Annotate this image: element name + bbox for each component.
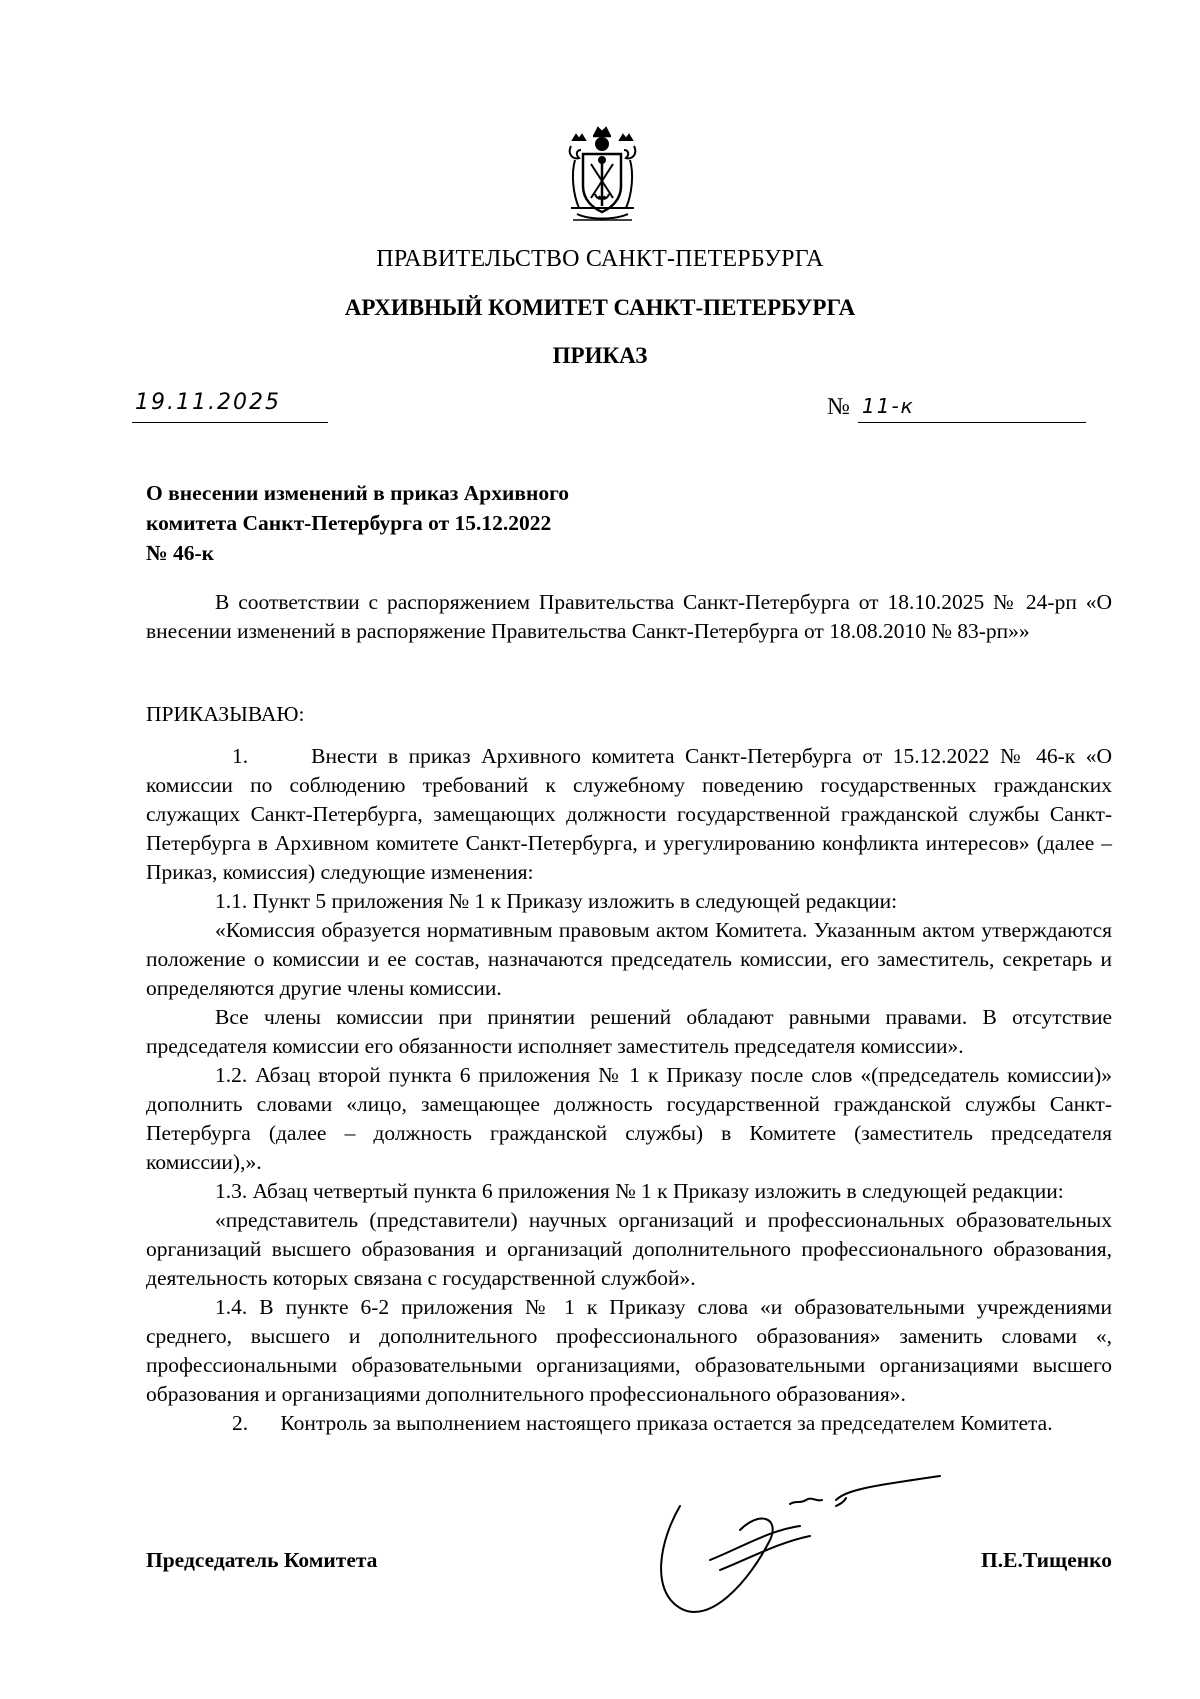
subject-line: комитета Санкт-Петербурга от 15.12.2022 [146,511,552,535]
preamble-block [146,588,1112,646]
order-number: 11-к [862,394,915,418]
subject-line: № 46-к [146,541,215,565]
date-underline [132,422,328,423]
order-date: 19.11.2025 [135,390,281,415]
order-number-label: № [827,394,850,420]
order-subject [146,478,706,568]
paragraph-item-2: 2. Контроль за выполнением настоящего приказа остается за председателем Комитета. [232,1411,1053,1435]
paragraph-item-1: 1. Внести в приказ Архивного комитета Санкт-Петербурга от 15.12.2022 № 46-к «О комиссии по соблюдению требований к служебному поведению государственных гражданских служащих Санкт-Петербурга, замещающих должности государственной гражданской службы Санкт-Петербурга в Архивном комитете Санкт-Петербурга, и урегулированию конфликта интересов» (далее – Приказ, комиссия) следующие изменения: [146,744,1112,884]
coat-of-arms-icon [565,124,640,226]
paragraph-item-1-2: 1.2. Абзац второй пункта 6 приложения № 1 к Приказу после слов «(председатель комиссии)» дополнить словами «лицо, замещающее должность государственной гражданской службы Санкт-Петербурга (далее – должность гражданской службы) в Комитете (заместитель председателя комиссии),». [146,1063,1112,1174]
signatory-title: Председатель Комитета [146,1548,378,1572]
paragraph-item-1-4: 1.4. В пункте 6-2 приложения № 1 к Приказу слова «и образовательными учреждениями среднего, высшего и дополнительного профессионального образования» заменить словами «, профессиональными образовательными организациями, образовательными организациями высшего образования и организациями дополнительного профессионального образования». [146,1295,1112,1406]
preamble-paragraph: В соответствии с распоряжением Правительства Санкт-Петербурга от 18.10.2025 № 24-рп «О внесении изменений в распоряжение Правительства Санкт-Петербурга от 18.08.2010 № 83-рп»» [146,590,1112,643]
government-heading: ПРАВИТЕЛЬСТВО САНКТ-ПЕТЕРБУРГА [376,246,824,272]
paragraph-quote: «представитель (представители) научных организаций и профессиональных образовательных организаций высшего образования и организаций дополнительного профессионального образования, деятельность которых связана с государственной службой». [146,1208,1112,1290]
committee-heading: АРХИВНЫЙ КОМИТЕТ САНКТ-ПЕТЕРБУРГА [344,295,856,320]
order-word: ПРИКАЗЫВАЮ: [146,702,305,726]
paragraph-quote: Все члены комиссии при принятии решений обладают равными правами. В отсутствие председателя комиссии его обязанности исполняет заместитель председателя комиссии». [146,1005,1112,1058]
number-underline [858,422,1086,423]
subject-line: О внесении изменений в приказ Архивного [146,481,570,505]
order-word-block [146,700,1112,729]
paragraph-item-1-1: 1.1. Пункт 5 приложения № 1 к Приказу изложить в следующей редакции: [215,889,898,913]
document-type-heading: ПРИКАЗ [552,343,648,368]
signatory-name: П.Е.Тищенко [981,1548,1112,1572]
paragraph-item-1-3: 1.3. Абзац четвертый пункта 6 приложения № 1 к Приказу изложить в следующей редакции: [215,1179,1064,1203]
handwritten-signature-icon [640,1430,970,1660]
paragraph-quote: «Комиссия образуется нормативным правовым актом Комитета. Указанным актом утверждаются положение о комиссии и ее состав, назначаются председатель комиссии, его заместитель, секретарь и определяются другие члены комиссии. [146,918,1112,1000]
order-items [146,742,1112,1438]
